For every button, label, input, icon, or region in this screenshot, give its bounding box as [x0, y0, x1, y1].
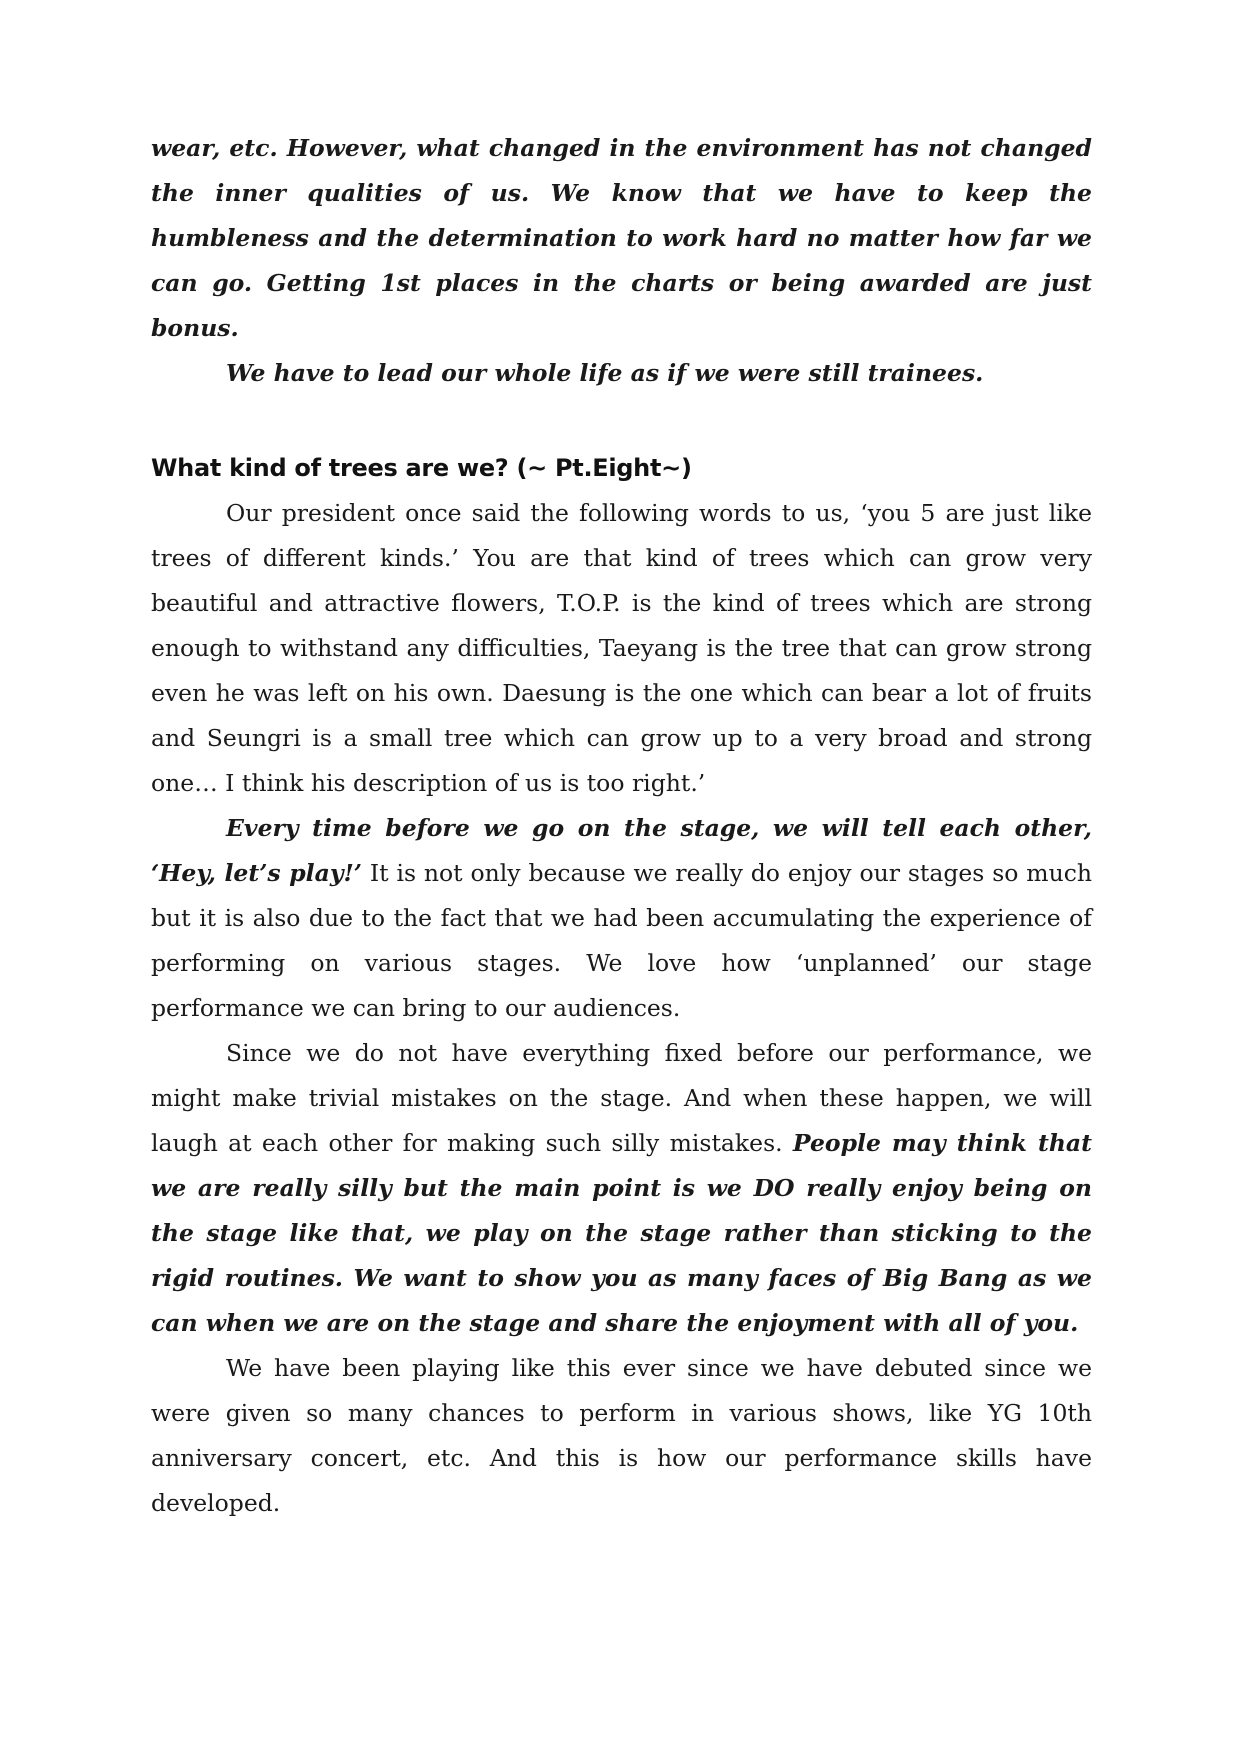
paragraph-president-quote: Our president once said the following words to us, ‘you 5 are just like trees of different kinds.’ You are that kind of trees which can grow very beautiful and attractive flowers, T.O.P. is the kind of trees which are strong enough to withstand any difficulties, Taeyang is the tree that can grow strong even he was left on his own. Daesung is the one which can bear a lot of fruits and Seungri is a small tree which can grow up to a very broad and strong one… I think his description of us is too right.’: [151, 499, 1092, 797]
lets-play-body: It is not only because we really do enjoy our stages so much but it is also due to the fact that we had been accumulating the experience of performing on various stages. We love how ‘unplanned’ our stage performance we can bring to our audiences.: [151, 859, 1093, 1022]
mistakes-emphasis: People may think that we are really silly but the main point is we DO really enjoy being on the stage like that, we play on the stage rather than sticking to the rigid routines. We want to show you as many faces of Big Bang as we can when we are on the stage and share the enjoyment with all of you.: [151, 1129, 1092, 1337]
intro-paragraph: wear, etc. However, what changed in the environment has not changed the inner qualities of us. We know that we have to keep the humbleness and the determination to work hard no matter how far we can go. Getting 1st places in the charts or being awarded are just bonus.: [151, 134, 1092, 342]
document-page: [151, 126, 1092, 1526]
intro-closing-line: We have to lead our whole life as if we were still trainees.: [226, 359, 984, 387]
paragraph-performance-skills: We have been playing like this ever since we have debuted since we were given so many chances to perform in various shows, like YG 10th anniversary concert, etc. And this is how our performance skills have developed.: [151, 1354, 1092, 1517]
lets-play-emphasis: Every time before we go on the stage, we will tell each other, ‘Hey, let’s play!’: [151, 814, 1092, 887]
paragraph-lets-play: [151, 806, 1092, 1031]
section-heading: What kind of trees are we? (~ Pt.Eight~): [151, 454, 692, 482]
paragraph-mistakes: [151, 1031, 1092, 1346]
mistakes-body: Since we do not have everything fixed before our performance, we might make trivial mistakes on the stage. And when these happen, we will laugh at each other for making such silly mistakes.: [151, 1039, 1092, 1157]
